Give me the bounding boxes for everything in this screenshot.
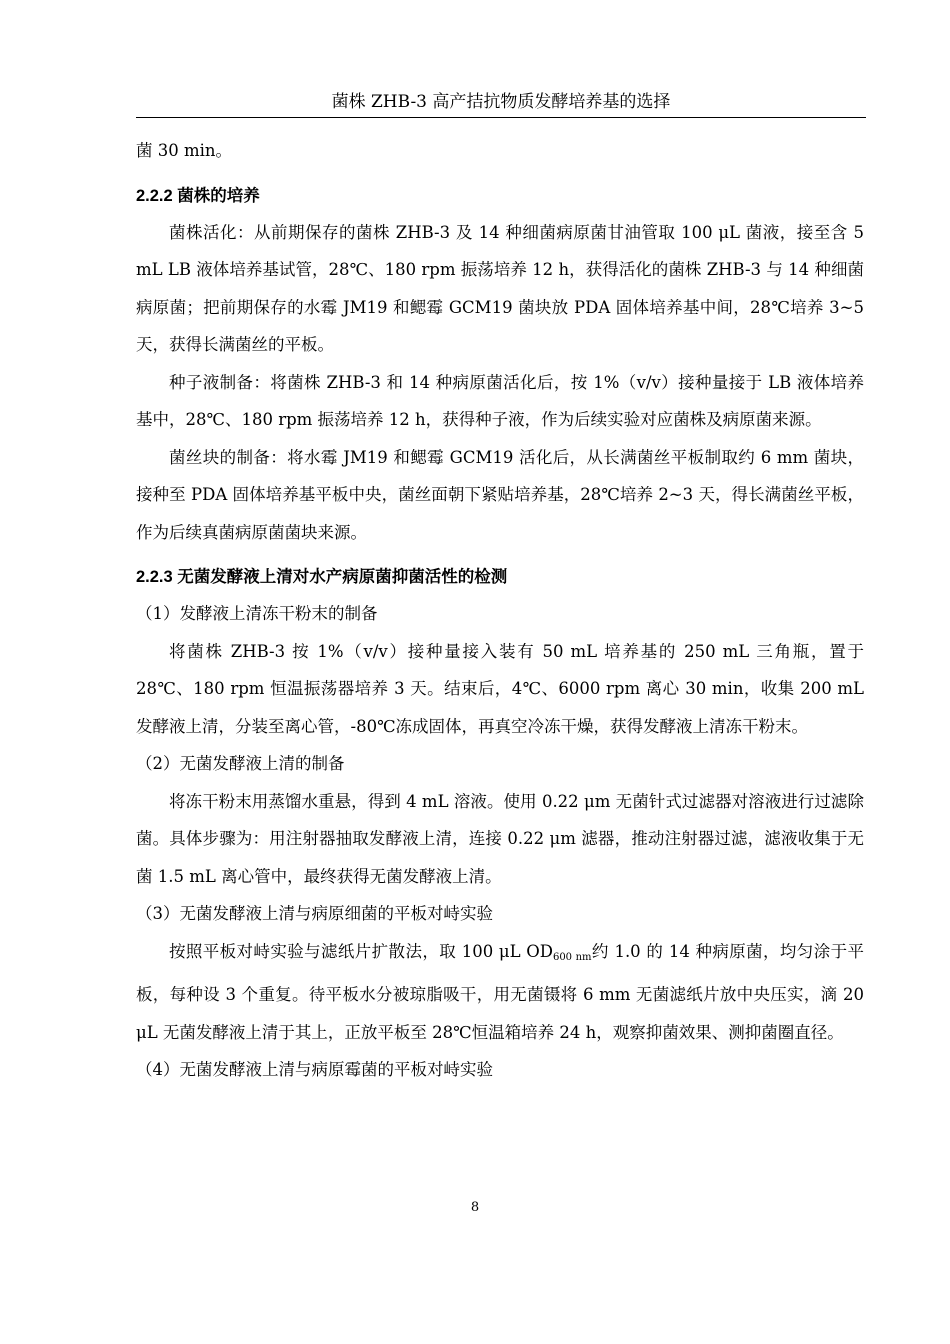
header-rule (136, 117, 866, 118)
subsection-title-3: （3）无菌发酵液上清与病原细菌的平板对峙实验 (136, 904, 493, 923)
section-heading-2-2-3: 2.2.3 无菌发酵液上清对水产病原菌抑菌活性的检测 (136, 568, 508, 586)
continuation-line: 菌 30 min。 (136, 141, 233, 160)
page-number: 8 (470, 1200, 480, 1215)
paragraph-text-b: 约 1.0 的 14 种病原菌，均匀涂于平板，每种设 3 个重复。待平板水分被琼脂吸干，用无菌镊将 6 mm 无菌滤纸片放中央压实，滴 20 μL 无菌发酵液上清于其上，正放平板至 28℃恒温箱培养 24 h，观察抑菌效果、测抑菌圈直径。 (136, 941, 864, 1042)
od-subscript: 600 nm (552, 951, 592, 963)
document-body (136, 132, 864, 1089)
running-header: 菌株 ZHB-3 高产拮抗物质发酵培养基的选择 (331, 92, 671, 112)
paragraph-sterile-supernatant: 将冻干粉末用蒸馏水重悬，得到 4 mL 溶液。使用 0.22 μm 无菌针式过滤器对溶液进行过滤除菌。具体步骤为：用注射器抽取发酵液上清，连接 0.22 μm 滤器，推动注射器过滤，滤液收集于无菌 1.5 mL 离心管中，最终获得无菌发酵液上清。 (136, 791, 864, 886)
paragraph-strain-activation: 菌株活化：从前期保存的菌株 ZHB-3 及 14 种细菌病原菌甘油管取 100 μL 菌液，接至含 5 mL LB 液体培养基试管，28℃、180 rpm 振荡培养 12 h，获得活化的菌株 ZHB-3 与 14 种细菌病原菌；把前期保存的水霉 JM19 和鳃霉 GCM19 菌块放 PDA 固体培养基中间，28℃培养 3~5 天，获得长满菌丝的平板。 (136, 222, 864, 354)
paragraph-bacteria-confrontation (136, 933, 864, 1052)
paragraph-text-a: 按照平板对峙实验与滤纸片扩散法，取 100 μL OD (169, 941, 553, 961)
paragraph-seed-preparation: 种子液制备：将菌株 ZHB-3 和 14 种病原菌活化后，按 1%（v/v）接种量接于 LB 液体培养基中，28℃、180 rpm 振荡培养 12 h，获得种子液，作为后续实验对应菌株及病原菌来源。 (136, 372, 864, 429)
subsection-title-1: （1）发酵液上清冻干粉末的制备 (136, 604, 378, 623)
subsection-title-2: （2）无菌发酵液上清的制备 (136, 754, 345, 773)
paragraph-mycelium-block: 菌丝块的制备：将水霉 JM19 和鳃霉 GCM19 活化后，从长满菌丝平板制取约 6 mm 菌块，接种至 PDA 固体培养基平板中央，菌丝面朝下紧贴培养基，28℃培养 2~3 天，得长满菌丝平板，作为后续真菌病原菌菌块来源。 (136, 447, 864, 542)
section-heading-2-2-2: 2.2.2 菌株的培养 (136, 186, 260, 205)
subsection-title-4: （4）无菌发酵液上清与病原霉菌的平板对峙实验 (136, 1060, 493, 1079)
paragraph-freeze-dried-powder: 将菌株 ZHB-3 按 1%（v/v）接种量接入装有 50 mL 培养基的 250 mL 三角瓶，置于 28℃、180 rpm 恒温振荡器培养 3 天。结束后，4℃、6000 rpm 离心 30 min，收集 200 mL 发酵液上清，分装至离心管，-80℃冻成固体，再真空冷冻干燥，获得发酵液上清冻干粉末。 (136, 641, 864, 736)
